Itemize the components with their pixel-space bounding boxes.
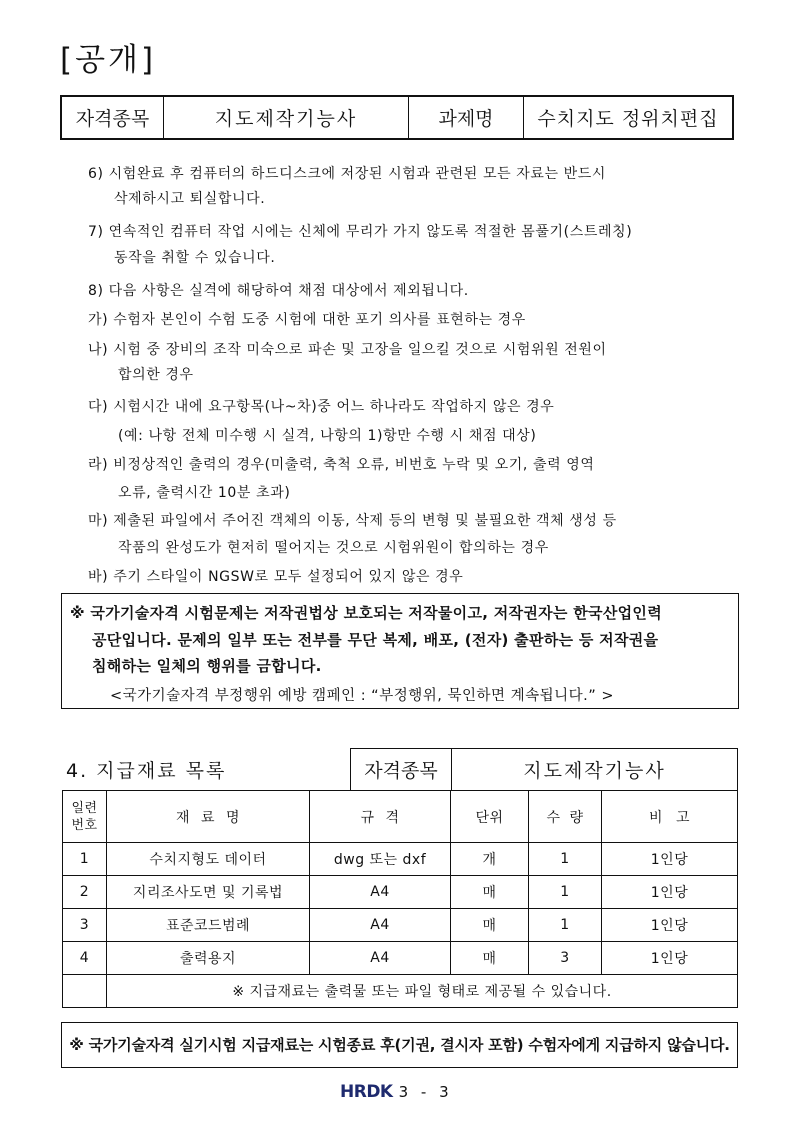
materials-table-header-row — [63, 791, 738, 843]
task-value: 수치지도 정위치편집 — [524, 96, 734, 139]
row-spec: A4 — [310, 876, 451, 909]
row-qty: 1 — [529, 909, 602, 942]
instruction-item-8: 8) 다음 사항은 실격에 해당하여 채점 대상에서 제외됩니다. — [88, 283, 469, 299]
row-qty: 1 — [529, 843, 602, 876]
disqualification-item-e-cont: 작품의 완성도가 현저히 떨어지는 것으로 시험위원이 합의하는 경우 — [118, 540, 549, 556]
col-header-note: 비 고 — [602, 791, 738, 843]
disqualification-item-d-cont: 오류, 출력시간 10분 초과) — [118, 485, 291, 501]
row-no: 3 — [63, 909, 107, 942]
notice-line-1: ※ 국가기술자격 시험문제는 저작권법상 보호되는 저작물이고, 저작권자는 한국산업인력 — [70, 604, 662, 622]
row-name: 수치지형도 데이터 — [107, 843, 310, 876]
instruction-item-6-cont: 삭제하시고 퇴실합니다. — [114, 191, 266, 207]
row-spec: A4 — [310, 942, 451, 975]
row-unit: 매 — [451, 909, 529, 942]
row-unit: 개 — [451, 843, 529, 876]
disqualification-item-f: 바) 주기 스타일이 NGSW로 모두 설정되어 있지 않은 경우 — [88, 569, 464, 585]
col-header-name: 재 료 명 — [107, 791, 310, 843]
row-qty: 1 — [529, 876, 602, 909]
row-spec: dwg 또는 dxf — [310, 843, 451, 876]
row-note: 1인당 — [602, 909, 738, 942]
row-unit: 매 — [451, 876, 529, 909]
row-no: 2 — [63, 876, 107, 909]
materials-footnote: ※ 지급재료는 출력물 또는 파일 형태로 제공될 수 있습니다. — [107, 975, 738, 1008]
materials-table — [62, 790, 738, 1008]
footnote-empty-cell — [63, 975, 107, 1008]
notice-line-3: 침해하는 일체의 행위를 금합니다. — [92, 657, 322, 675]
col-header-no — [63, 791, 107, 843]
col-header-qty: 수 량 — [529, 791, 602, 843]
row-spec: A4 — [310, 909, 451, 942]
campaign-slogan: <국가기술자격 부정행위 예방 캠페인 : “부정행위, 묵인하면 계속됩니다.” > — [110, 688, 614, 704]
instruction-item-6: 6) 시험완료 후 컴퓨터의 하드디스크에 저장된 시험과 관련된 모든 자료는 반드시 — [88, 166, 607, 182]
materials-notice: ※ 국가기술자격 실기시험 지급재료는 시험종료 후(기권, 결시자 포함) 수험자에게 지급하지 않습니다. — [61, 1022, 738, 1068]
materials-field-label: 자격종목 — [351, 749, 452, 791]
document-tag: [공개] — [60, 42, 157, 78]
disqualification-item-c: 다) 시험시간 내에 요구항목(나~차)중 어느 하나라도 작업하지 않은 경우 — [88, 399, 555, 415]
disqualification-item-b: 나) 시험 중 장비의 조작 미숙으로 파손 및 고장을 일으킬 것으로 시험위원 전원이 — [88, 342, 607, 358]
task-label: 과제명 — [409, 96, 524, 139]
disqualification-item-d: 라) 비정상적인 출력의 경우(미출력, 축척 오류, 비번호 누락 및 오기, 출력 영역 — [88, 457, 595, 473]
exam-info-table — [60, 95, 734, 140]
row-note: 1인당 — [602, 843, 738, 876]
row-unit: 매 — [451, 942, 529, 975]
row-no: 1 — [63, 843, 107, 876]
row-name: 지리조사도면 및 기록법 — [107, 876, 310, 909]
page-number: 3 - 3 — [398, 1083, 453, 1101]
materials-footnote-row — [63, 975, 738, 1008]
instruction-item-7: 7) 연속적인 컴퓨터 작업 시에는 신체에 무리가 가지 않도록 적절한 몸풀기(스트레칭) — [88, 224, 633, 240]
col-header-spec: 규 격 — [310, 791, 451, 843]
disqualification-item-a: 가) 수험자 본인이 수험 도중 시험에 대한 포기 의사를 표현하는 경우 — [88, 312, 526, 328]
col-header-unit: 단위 — [451, 791, 529, 843]
disqualification-item-b-cont: 합의한 경우 — [118, 367, 194, 383]
table-row — [63, 942, 738, 975]
disqualification-item-c-example: (예: 나항 전체 미수행 시 실격, 나항의 1)항만 수행 시 채점 대상) — [118, 428, 537, 444]
table-row — [63, 876, 738, 909]
field-value: 지도제작기능사 — [164, 96, 409, 139]
copyright-notice — [61, 593, 739, 709]
row-qty: 3 — [529, 942, 602, 975]
notice-line-2: 공단입니다. 문제의 일부 또는 전부를 무단 복제, 배포, (전자) 출판하는 등 저작권을 — [92, 631, 659, 649]
materials-field-value: 지도제작기능사 — [452, 749, 738, 791]
disqualification-item-e: 마) 제출된 파일에서 주어진 객체의 이동, 삭제 등의 변형 및 불필요한 객체 생성 등 — [88, 513, 617, 529]
page-footer — [340, 1082, 453, 1102]
col-header-no-line2: 번호 — [71, 817, 98, 833]
row-note: 1인당 — [602, 942, 738, 975]
row-name: 표준코드범례 — [107, 909, 310, 942]
instruction-item-7-cont: 동작을 취할 수 있습니다. — [114, 250, 276, 266]
materials-header — [62, 748, 738, 790]
field-label: 자격종목 — [61, 96, 164, 139]
row-no: 4 — [63, 942, 107, 975]
row-name: 출력용지 — [107, 942, 310, 975]
table-row — [63, 843, 738, 876]
table-row — [63, 909, 738, 942]
hrdk-logo: HRDK — [340, 1082, 393, 1102]
row-note: 1인당 — [602, 876, 738, 909]
col-header-no-line1: 일련 — [71, 800, 98, 816]
materials-title: 4. 지급재료 목록 — [66, 759, 227, 782]
